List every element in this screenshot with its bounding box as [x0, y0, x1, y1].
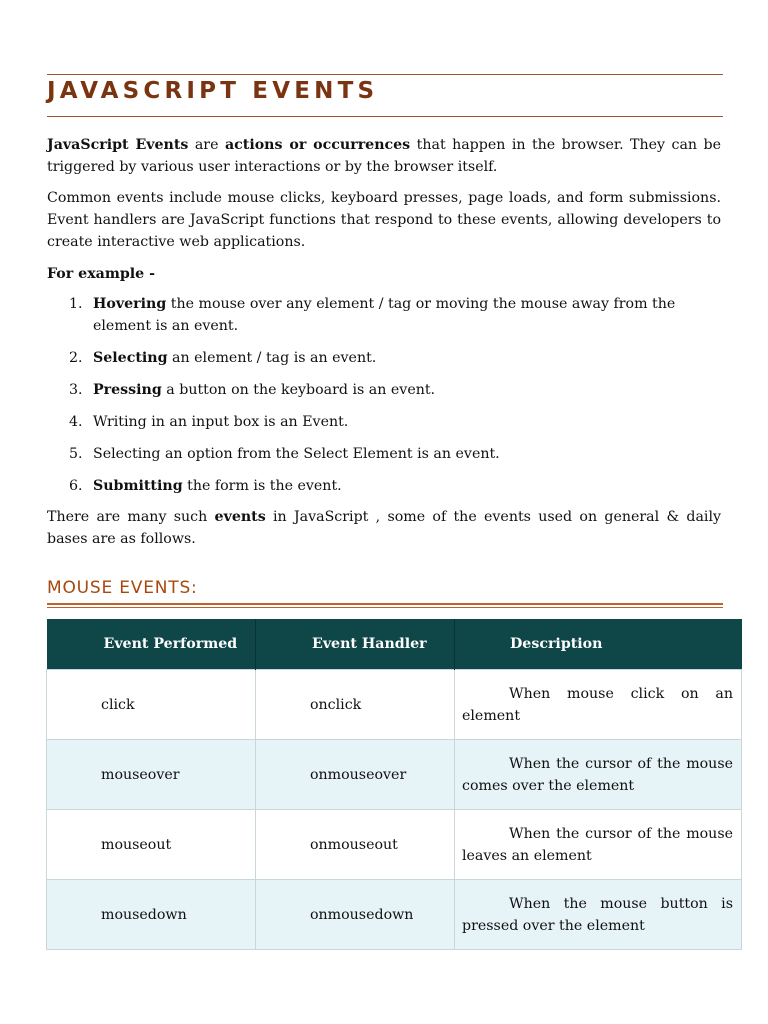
description-cell: [455, 740, 742, 810]
intro-are: are: [194, 137, 219, 153]
list-number: 4.: [69, 414, 83, 430]
intro-rest: that happen in the browser. They can be triggered by various user interactions or by the browser itself.: [47, 137, 721, 175]
description-cell: [455, 880, 742, 950]
intro-term: JavaScript Events: [47, 137, 189, 153]
body-content: [47, 134, 721, 550]
section-rule: [47, 607, 723, 608]
list-number: 2.: [69, 350, 83, 366]
list-number: 3.: [69, 382, 83, 398]
list-bold: Hovering: [93, 296, 167, 312]
handler-cell: onmousedown: [256, 880, 455, 950]
description-text: When the cursor of the mouse comes over the element: [462, 755, 733, 794]
column-header: Event Performed: [47, 619, 256, 670]
list-text: Selecting an option from the Select Element is an event.: [93, 446, 500, 462]
closing-before: There are many such: [47, 509, 208, 525]
list-item: [47, 293, 721, 337]
title-bottom-rule: [47, 116, 723, 117]
event-cell: mouseout: [47, 810, 256, 880]
list-text: an element / tag is an event.: [172, 350, 377, 366]
table-row: [47, 880, 742, 950]
title-top-rule: [47, 74, 723, 75]
page-title: JAVASCRIPT EVENTS: [47, 78, 379, 104]
column-header: Description: [455, 619, 742, 670]
table-row: [47, 810, 742, 880]
event-cell: mouseover: [47, 740, 256, 810]
list-text: the form is the event.: [187, 478, 342, 494]
description-text: When the cursor of the mouse leaves an element: [462, 825, 733, 864]
table-row: [47, 740, 742, 810]
column-header: Event Handler: [256, 619, 455, 670]
intro-highlight: actions or occurrences: [224, 137, 411, 153]
example-heading: For example -: [47, 266, 156, 282]
closing-bold: events: [214, 509, 266, 525]
section-title: MOUSE EVENTS:: [47, 578, 198, 598]
list-text: Writing in an input box is an Event.: [93, 414, 349, 430]
list-bold: Submitting: [93, 478, 183, 494]
list-bold: Pressing: [93, 382, 162, 398]
handler-cell: onmouseout: [256, 810, 455, 880]
list-text: a button on the keyboard is an event.: [166, 382, 436, 398]
mouse-events-table: [46, 619, 742, 950]
handler-cell: onclick: [256, 670, 455, 740]
list-number: 1.: [69, 296, 83, 312]
closing-after: in JavaScript , some of the events used on general & daily bases are as follows.: [47, 509, 722, 547]
list-bold: Selecting: [93, 350, 168, 366]
event-cell: click: [47, 670, 256, 740]
handler-cell: onmouseover: [256, 740, 455, 810]
list-item: [47, 379, 721, 401]
list-number: 6.: [69, 478, 83, 494]
list-item: [47, 475, 721, 497]
description-cell: [455, 670, 742, 740]
intro-paragraph: [47, 134, 721, 178]
list-text: the mouse over any element / tag or moving the mouse away from the element is an event.: [93, 296, 676, 334]
common-events-paragraph: Common events include mouse clicks, keyboard presses, page loads, and form submissions. Event handlers are JavaScript functions that respond to these events, allowing developers to create interactive web applications.: [47, 190, 721, 250]
table-row: [47, 670, 742, 740]
list-item: [47, 411, 721, 433]
description-cell: [455, 810, 742, 880]
list-number: 5.: [69, 446, 83, 462]
section-rule: [47, 603, 723, 605]
table-header-row: [47, 619, 742, 670]
list-item: [47, 443, 721, 465]
description-text: When the mouse button is pressed over the element: [462, 895, 733, 934]
description-text: When mouse click on an element: [462, 685, 733, 724]
example-list: [47, 293, 721, 497]
closing-paragraph: [47, 506, 721, 550]
list-item: [47, 347, 721, 369]
event-cell: mousedown: [47, 880, 256, 950]
